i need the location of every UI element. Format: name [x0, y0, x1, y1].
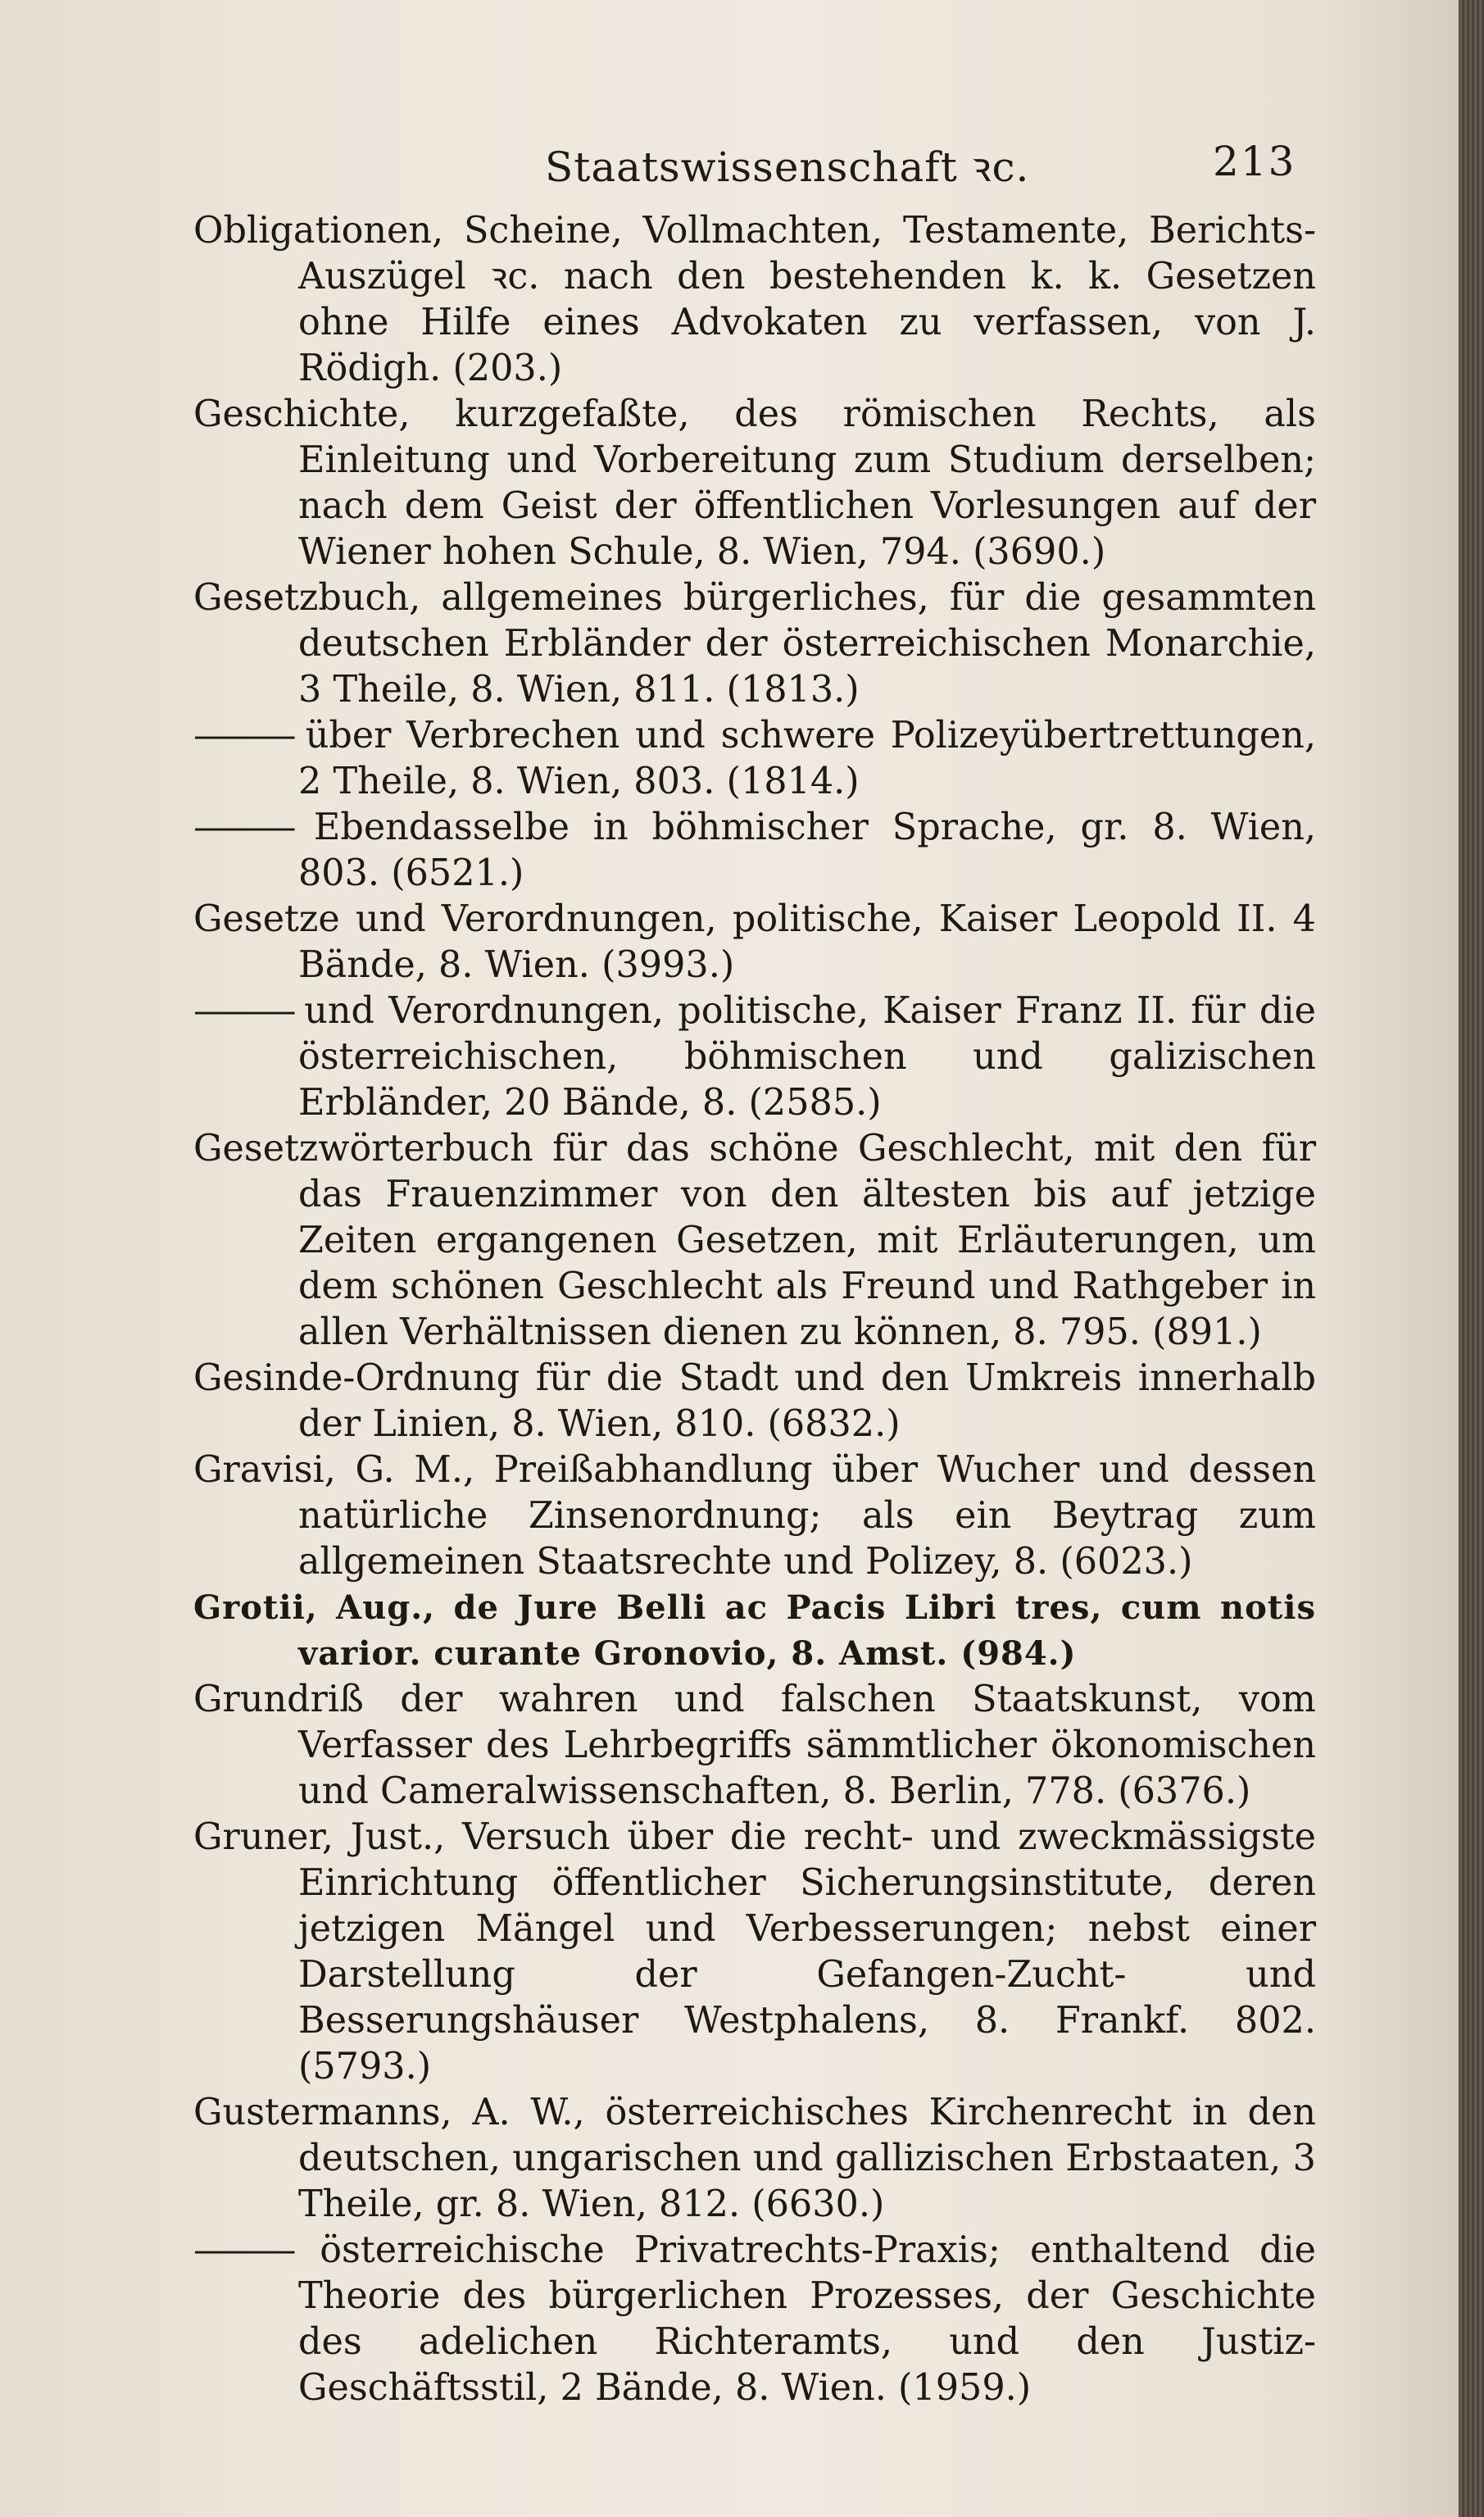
- bibliography-entry: [193, 392, 1316, 575]
- bibliography-entry: [193, 988, 1316, 1126]
- bibliography-entry: [193, 713, 1316, 805]
- entry-text: Gesetzwörterbuch für das schöne Geschlecht, mit den für das Frauenzimmer von den ältesten bis auf jetzige Zeiten ergangenen Gesetzen, mit Erläuterungen, um dem schönen Geschlecht als Freund und Rathgeber in allen Verhältnissen dienen zu können, 8. 795. (891.): [193, 1128, 1316, 1353]
- entry-text: und Verordnungen, politische, Kaiser Franz II. für die österreichischen, böhmischen und galizischen Erbländer, 20 Bände, 8. (2585.): [298, 990, 1316, 1124]
- running-header: [0, 138, 1459, 195]
- entry-text: Ebendasselbe in böhmischer Sprache, gr. 8. Wien, 803. (6521.): [298, 806, 1316, 894]
- entry-text: Gesetzbuch, allgemeines bürgerliches, für die gesammten deutschen Erbländer der österreichischen Monarchie, 3 Theile, 8. Wien, 811. (1813.): [193, 577, 1316, 711]
- entry-text: Grundriß der wahren und falschen Staatskunst, vom Verfasser des Lehrbegriffs sämmtlicher ökonomischen und Cameralwissenschaften, 8. Berlin, 778. (6376.): [193, 1679, 1316, 1812]
- entry-text: österreichische Privatrechts-Praxis; enthaltend die Theorie des bürgerlichen Prozesses, der Geschichte des adelichen Richteramts, und den Justiz-Geschäftsstil, 2 Bände, 8. Wien. (1959.): [298, 2229, 1316, 2409]
- bibliography-entry: [193, 1126, 1316, 1356]
- bibliography-entry: [193, 1447, 1316, 1585]
- bibliography-entry: [193, 805, 1316, 897]
- bibliography-entry: [193, 208, 1316, 392]
- bibliography-entry: [193, 1677, 1316, 1815]
- ditto-dash: ———: [193, 715, 293, 756]
- page-number: 213: [1213, 138, 1296, 185]
- entry-text: Gravisi, G. M., Preißabhandlung über Wucher und dessen natürliche Zinsenordnung; als ein Beytrag zum allgemeinen Staatsrechte und Polizey, 8. (6023.): [193, 1449, 1316, 1583]
- entry-text: Grotii, Aug., de Jure Belli ac Pacis Libri tres, cum notis varior. curante Gronovio, 8. Amst. (984.): [193, 1588, 1316, 1673]
- bibliography-entry: [193, 575, 1316, 713]
- ditto-dash: ———: [193, 2229, 293, 2271]
- bibliography-entry: [193, 1815, 1316, 2090]
- entry-text: Gesinde-Ordnung für die Stadt und den Umkreis innerhalb der Linien, 8. Wien, 810. (6832.): [193, 1357, 1316, 1445]
- bibliography-entry: [193, 897, 1316, 988]
- ditto-dash: ———: [193, 806, 293, 848]
- bibliography-entry: [193, 2228, 1316, 2411]
- bibliography-entry: [193, 2090, 1316, 2228]
- entry-text: Gesetze und Verordnungen, politische, Kaiser Leopold II. 4 Bände, 8. Wien. (3993.): [193, 898, 1316, 986]
- bibliography-entry-latin: [193, 1585, 1316, 1677]
- entry-text: Gustermanns, A. W., österreichisches Kirchenrecht in den deutschen, ungarischen und gallizischen Erbstaaten, 3 Theile, gr. 8. Wien, 812. (6630.): [193, 2092, 1316, 2225]
- entry-text: Geschichte, kurzgefaßte, des römischen Rechts, als Einleitung und Vorbereitung zum Studium derselben; nach dem Geist der öffentlichen Vorlesungen auf der Wiener hohen Schule, 8. Wien, 794. (3690.): [193, 393, 1316, 573]
- bibliography-entry: [193, 1356, 1316, 1447]
- entry-text: Obligationen, Scheine, Vollmachten, Testamente, Berichts-Auszügel ꝛc. nach den bestehenden k. k. Gesetzen ohne Hilfe eines Advokaten zu verfassen, von J. Rödigh. (203.): [193, 210, 1316, 389]
- bibliography-list: [193, 208, 1316, 2411]
- entry-text: Gruner, Just., Versuch über die recht- und zweckmässigste Einrichtung öffentlicher Sicherungsinstitute, deren jetzigen Mängel und Verbesserungen; nebst einer Darstellung der Gefangen-Zucht- und Besserungshäuser Westphalens, 8. Frankf. 802. (5793.): [193, 1816, 1316, 2088]
- page-stack-edge: [1459, 0, 1484, 2517]
- ditto-dash: ———: [193, 990, 293, 1032]
- entry-text: über Verbrechen und schwere Polizeyübertrettungen, 2 Theile, 8. Wien, 803. (1814.): [298, 715, 1316, 802]
- running-title: Staatswissenschaft ꝛc.: [545, 143, 1030, 191]
